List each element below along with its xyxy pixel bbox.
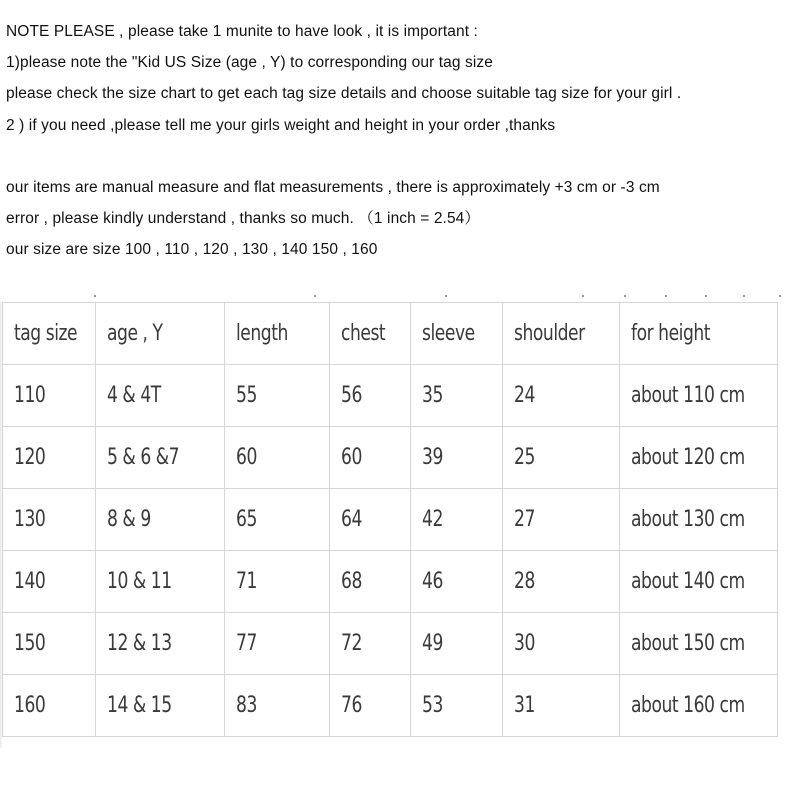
- cell-length: 55: [224, 365, 329, 427]
- header-for-height: for height: [619, 303, 777, 365]
- size-chart-table: [2, 302, 778, 737]
- cell-sleeve: 35: [410, 365, 502, 427]
- cell-for-height: about 110 cm: [619, 365, 777, 427]
- cell-sleeve: 42: [410, 489, 502, 551]
- cell-for-height: about 130 cm: [619, 489, 777, 551]
- cell-length: 65: [224, 489, 329, 551]
- cell-sleeve: 49: [410, 613, 502, 675]
- note-spacer: [6, 141, 796, 172]
- note-line-5: our items are manual measure and flat measurements , there is approximately +3 cm or -3 cm: [6, 178, 660, 196]
- cell-tag-size: 110: [3, 365, 96, 427]
- header-length: length: [224, 303, 329, 365]
- cell-chest: 64: [329, 489, 410, 551]
- cell-sleeve: 39: [410, 427, 502, 489]
- cell-chest: 68: [329, 551, 410, 613]
- cell-for-height: about 140 cm: [619, 551, 777, 613]
- cell-length: 60: [224, 427, 329, 489]
- cell-length: 77: [224, 613, 329, 675]
- cell-chest: 56: [329, 365, 410, 427]
- header-sleeve: sleeve: [410, 303, 502, 365]
- cell-shoulder: 30: [502, 613, 619, 675]
- cell-for-height: about 160 cm: [619, 675, 777, 737]
- cell-age: 10 & 11: [95, 551, 224, 613]
- cell-age: 14 & 15: [95, 675, 224, 737]
- cell-length: 83: [224, 675, 329, 737]
- cell-length: 71: [224, 551, 329, 613]
- table-row: [3, 365, 778, 427]
- note-line-1: NOTE PLEASE , please take 1 munite to have look , it is important :: [6, 23, 478, 40]
- note-line-6: error , please kindly understand , thanks so much. （1 inch = 2.54）: [6, 210, 480, 228]
- size-notes: [6, 16, 796, 266]
- cell-shoulder: 24: [502, 365, 619, 427]
- cell-sleeve: 46: [410, 551, 502, 613]
- table-row: [3, 489, 778, 551]
- table-row: [3, 427, 778, 489]
- header-shoulder: shoulder: [502, 303, 619, 365]
- cell-tag-size: 150: [3, 613, 96, 675]
- cell-chest: 60: [329, 427, 410, 489]
- table-row: [3, 675, 778, 737]
- cell-sleeve: 53: [410, 675, 502, 737]
- header-age: age , Y: [95, 303, 224, 365]
- note-line-2: 1)please note the "Kid US Size (age , Y) to corresponding our tag size: [6, 54, 493, 72]
- cell-tag-size: 140: [3, 551, 96, 613]
- table-row: [3, 613, 778, 675]
- cell-chest: 72: [329, 613, 410, 675]
- table-row: [3, 551, 778, 613]
- cell-shoulder: 25: [502, 427, 619, 489]
- cell-tag-size: 120: [3, 427, 96, 489]
- note-line-7: our size are size 100 , 110 , 120 , 130 , 140 150 , 160: [6, 241, 378, 259]
- cell-age: 8 & 9: [95, 489, 224, 551]
- cell-shoulder: 27: [502, 489, 619, 551]
- table-top-dots: [0, 292, 800, 300]
- cell-chest: 76: [329, 675, 410, 737]
- cell-tag-size: 160: [3, 675, 96, 737]
- cell-age: 12 & 13: [95, 613, 224, 675]
- note-line-4: 2 ) if you need ,please tell me your girls weight and height in your order ,thanks: [6, 116, 556, 134]
- table-header-row: [3, 303, 778, 365]
- header-chest: chest: [329, 303, 410, 365]
- cell-shoulder: 31: [502, 675, 619, 737]
- cell-for-height: about 150 cm: [619, 613, 777, 675]
- cell-age: 5 & 6 &7: [95, 427, 224, 489]
- cell-for-height: about 120 cm: [619, 427, 777, 489]
- header-tag-size: tag size: [3, 303, 96, 365]
- cell-shoulder: 28: [502, 551, 619, 613]
- cell-age: 4 & 4T: [95, 365, 224, 427]
- cell-tag-size: 130: [3, 489, 96, 551]
- note-line-3: please check the size chart to get each tag size details and choose suitable tag size for your girl .: [6, 85, 682, 103]
